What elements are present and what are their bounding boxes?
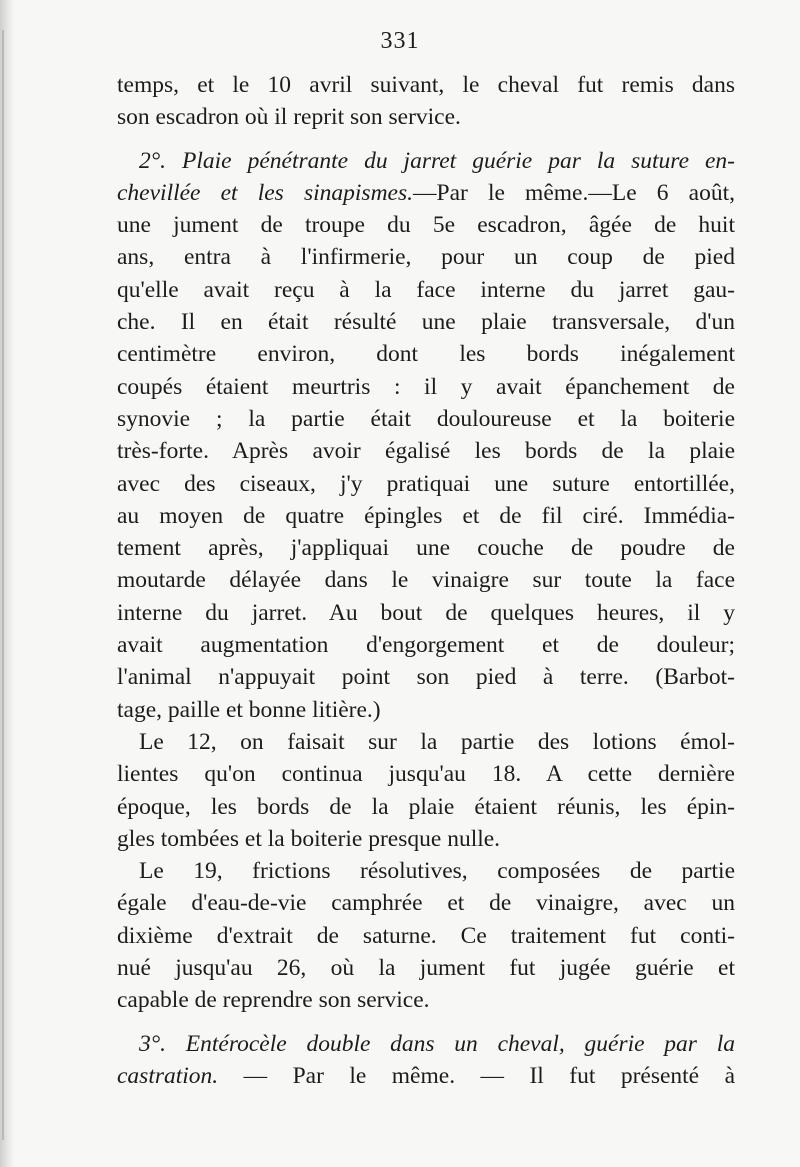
- text-line-23: époque, les bords de la plaie étaient réunis, les épin-: [117, 793, 735, 820]
- text-line-25: Le 19, frictions résolutives, composées de partie: [139, 858, 735, 885]
- text-line-12: très-forte. Après avoir égalisé les bords de la plaie: [117, 438, 735, 465]
- text-line-27: dixième d'extrait de saturne. Ce traitement fut conti-: [117, 922, 735, 949]
- body-text: [117, 69, 735, 1092]
- text-line-2: son escadron où il reprit son service.: [117, 104, 461, 131]
- text-line-4: chevillée et les sinapismes.—Par le même.—Le 6 août,: [117, 179, 736, 206]
- text-line-26: égale d'eau-de-vie camphrée et de vinaigre, avec un: [117, 890, 735, 917]
- text-line-7: qu'elle avait reçu à la face interne du jarret gau-: [117, 276, 735, 303]
- text-line-14: au moyen de quatre épingles et de fil ciré. Immédia-: [117, 502, 735, 529]
- text-line-21: Le 12, on faisait sur la partie des lotions émol-: [139, 728, 735, 755]
- text-line-15: tement après, j'appliquai une couche de poudre de: [117, 535, 735, 562]
- text-line-17: interne du jarret. Au bout de quelques heures, il y: [117, 599, 735, 626]
- text-line-22: lientes qu'on continua jusqu'au 18. A cette dernière: [117, 761, 735, 788]
- text-line-31: castration. — Par le même. — Il fut présenté à: [117, 1062, 735, 1089]
- text-line-19: l'animal n'appuyait point son pied à terre. (Barbot-: [117, 664, 735, 691]
- text-line-5: une jument de troupe du 5e escadron, âgée de huit: [117, 212, 735, 239]
- text-line-1: temps, et le 10 avril suivant, le cheval fut remis dans: [117, 72, 735, 98]
- text-line-10: coupés étaient meurtris : il y avait épanchement de: [117, 373, 735, 400]
- text-line-20: tage, paille et bonne litière.): [117, 696, 381, 723]
- text-line-29: capable de reprendre son service.: [117, 987, 430, 1014]
- text-line-18: avait augmentation d'engorgement et de douleur;: [117, 632, 735, 659]
- text-line-8: che. Il en était résulté une plaie transversale, d'un: [117, 309, 735, 336]
- text-line-9: centimètre environ, dont les bords inégalement: [117, 341, 735, 368]
- section-heading-3: 3°. Entérocèle double dans un cheval, guérie par la: [139, 1030, 735, 1057]
- scan-gutter-edge: [0, 0, 14, 1167]
- text-line-13: avec des ciseaux, j'y pratiquai une suture entortillée,: [117, 470, 735, 497]
- text-line-24: gles tombées et la boiterie presque nulle.: [117, 825, 501, 852]
- page-number: 331: [380, 28, 420, 54]
- text-line-28: nué jusqu'au 26, où la jument fut jugée guérie et: [117, 955, 735, 982]
- text-line-11: synovie ; la partie était douloureuse et la boiterie: [117, 405, 735, 432]
- text-line-16: moutarde délayée dans le vinaigre sur toute la face: [117, 567, 735, 594]
- text-line-6: ans, entra à l'infirmerie, pour un coup de pied: [117, 244, 735, 271]
- section-heading-2: 2°. Plaie pénétrante du jarret guérie par la suture en-: [139, 147, 735, 174]
